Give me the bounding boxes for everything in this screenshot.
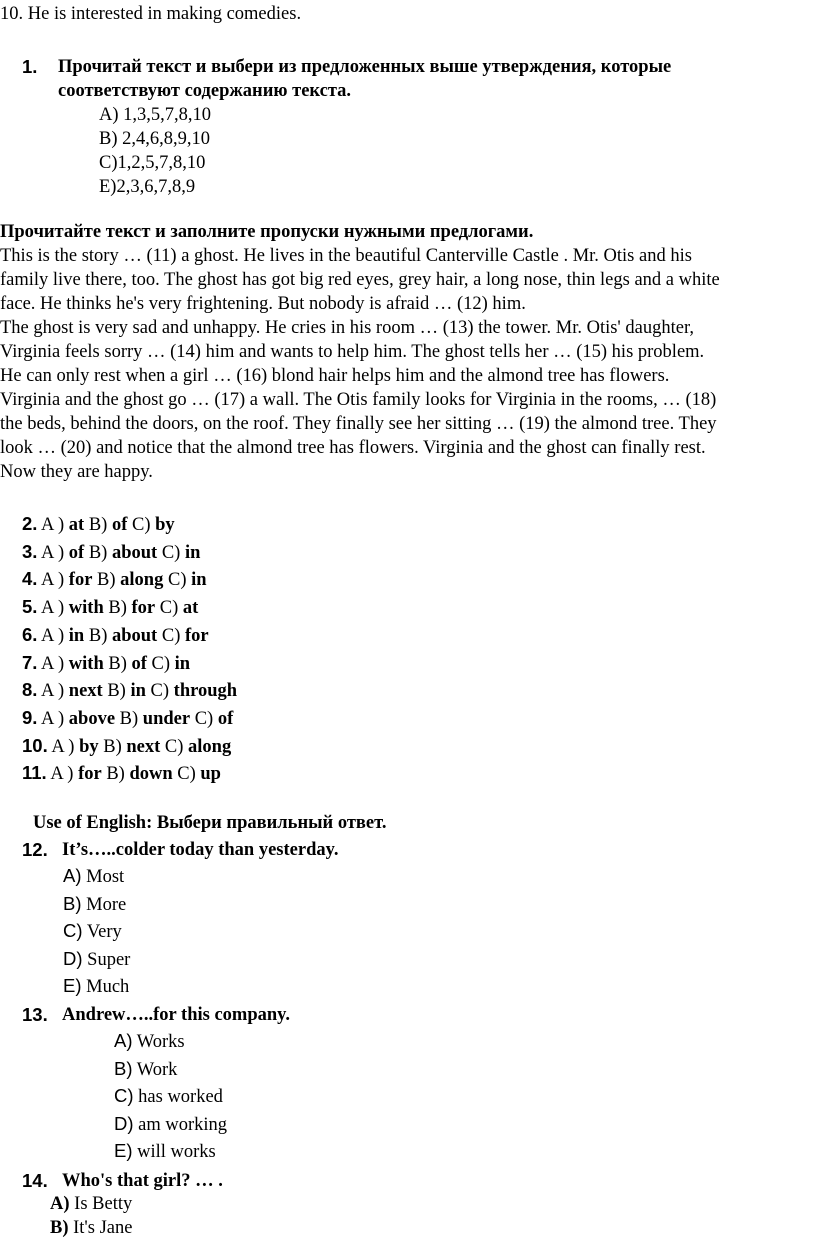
use-of-english-heading: Use of English: Выбери правильный ответ. [33,813,387,833]
preposition-question-row [22,706,233,731]
option-c-letter: C) [161,542,181,563]
question-14-text: Who's that girl? … . [62,1171,223,1191]
option-b-text: down [129,764,173,785]
option-b-letter: B) [119,708,139,729]
task-1-instruction-line2: соответствуют содержанию текста. [58,81,352,101]
option-letter: E) [63,975,82,996]
option-c-letter: C) [132,515,151,535]
question-number: 11. [22,762,47,784]
option-letter: A) [114,1030,133,1051]
q13-option [114,1139,216,1164]
option-letter: B) [114,1057,133,1079]
question-14-number: 14. [22,1170,48,1191]
option-c-letter: C) [167,570,187,591]
option-a-text: above [68,708,116,729]
question-12-text: It’s…..colder today than yesterday. [62,840,339,860]
option-a-letter: A ) [41,625,65,646]
q12-option [63,892,126,917]
option-text: Super [87,949,131,970]
option-letter: B) [63,892,82,914]
option-c-letter: C) [150,681,170,702]
q12-option [63,864,124,889]
option-text: Works [136,1032,185,1052]
question-number: 10. [22,734,48,756]
option-b-text: about [111,625,158,646]
q12-option [63,947,130,972]
option-letter: E) [114,1140,133,1161]
q13-option [114,1112,227,1137]
option-a-letter: A ) [51,736,75,757]
task-1-option-b: B) 2,4,6,8,9,10 [99,129,210,149]
option-b-text: next [126,736,161,757]
cloze-text-line: He can only rest when a girl … (16) blond hair helps him and the almond tree has flowers. [0,366,670,386]
cloze-text-line: Now they are happy. [0,462,153,482]
option-b-text: under [142,708,191,729]
question-number: 4. [22,568,38,590]
option-b-letter: B) [103,736,122,757]
option-b-text: about [111,542,158,563]
preposition-question-row [22,512,175,537]
option-a-text: for [78,764,102,785]
cloze-text-line: family live there, too. The ghost has got big red eyes, grey hair, a long nose, thin legs and a white [0,270,720,290]
option-c-letter: C) [194,708,214,729]
item-10-statement: 10. He is interested in making comedies. [0,4,302,24]
option-letter: A) [63,865,82,886]
option-c-text: in [191,570,207,591]
question-number: 8. [22,679,38,701]
q12-option [63,919,122,944]
preposition-question-row [22,678,237,703]
option-a-text: with [68,653,104,674]
option-b-text: of [111,515,128,535]
preposition-question-row [22,595,198,620]
option-letter: D) [63,947,83,969]
cloze-text-line: the beds, behind the doors, on the roof. They finally see her sitting … (19) the almond tree. They [0,414,717,434]
option-b-letter: B) [88,515,108,535]
option-a-letter: A ) [41,515,65,535]
option-a-text: next [68,681,103,702]
option-b-letter: B) [108,598,127,619]
question-14-option [50,1192,132,1216]
option-text: has worked [138,1087,223,1107]
question-number: 7. [22,651,38,673]
cloze-heading: Прочитайте текст и заполните пропуски нужными предлогами. [0,222,534,242]
option-a-text: of [68,542,85,563]
option-b-letter: B) [88,542,108,563]
option-a-text: for [68,570,93,591]
option-b-text: of [131,653,147,674]
question-number: 2. [22,513,38,534]
preposition-question-row [22,540,200,565]
option-a-letter: A ) [41,681,65,702]
option-a-text: with [68,598,104,619]
cloze-text-line: This is the story … (11) a ghost. He lives in the beautiful Canterville Castle . Mr. Otis and his [0,246,692,266]
option-b-text: for [131,598,156,619]
option-c-letter: C) [161,625,181,646]
option-a-text: in [68,625,85,646]
question-13-text: Andrew…..for this company. [62,1005,291,1025]
option-text: am working [138,1114,228,1135]
option-a-letter: A ) [41,570,65,591]
cloze-text-line: Virginia feels sorry … (14) him and wants to help him. The ghost tells her … (15) his problem. [0,342,705,362]
q12-option [63,974,129,999]
preposition-question-row [22,567,207,592]
option-c-text: at [182,598,199,619]
option-a-letter: A ) [41,598,65,619]
preposition-question-row [22,761,221,786]
option-text: Is Betty [74,1194,133,1214]
option-letter: B) [50,1218,69,1238]
task-1-instruction-line1: Прочитай текст и выбери из предложенных выше утверждения, которые [58,57,672,77]
task-1-option-e: E)2,3,6,7,8,9 [99,177,196,197]
cloze-text-line: face. He thinks he's very frightening. But nobody is afraid … (12) him. [0,294,526,314]
question-number: 9. [22,706,38,728]
option-c-text: along [188,736,232,757]
task-1-option-a: A) 1,3,5,7,8,10 [99,105,212,125]
option-b-letter: B) [97,570,116,591]
q13-option [114,1029,185,1054]
option-text: Much [86,977,130,997]
question-14-option [50,1216,132,1240]
question-number: 6. [22,623,38,645]
question-number: 5. [22,596,38,618]
option-c-letter: C) [164,736,184,757]
option-b-text: in [130,681,146,702]
option-c-text: by [155,515,175,535]
option-text: Very [86,922,122,942]
option-b-letter: B) [106,764,125,785]
option-a-letter: A ) [50,764,74,785]
cloze-text-line: The ghost is very sad and unhappy. He cries in his room … (13) the tower. Mr. Otis' daughter, [0,318,694,338]
question-13-number: 13. [22,1004,48,1025]
option-a-letter: A ) [41,708,65,729]
q13-option [114,1057,177,1082]
preposition-question-row [22,651,190,676]
option-c-text: for [184,625,209,646]
option-b-letter: B) [88,625,108,646]
option-letter: D) [114,1112,134,1134]
option-text: More [86,894,127,915]
question-12-number: 12. [22,839,48,860]
cloze-text-line: Virginia and the ghost go … (17) a wall. The Otis family looks for Virginia in the rooms, … (18) [0,390,717,410]
option-c-letter: C) [159,598,179,619]
preposition-question-row [22,734,231,759]
option-a-text: by [79,736,99,757]
option-text: Most [86,867,125,887]
preposition-question-row [22,623,209,648]
option-a-letter: A ) [41,653,65,674]
option-c-text: in [184,542,201,563]
option-letter: A) [50,1194,70,1214]
option-b-text: along [120,570,164,591]
option-c-letter: C) [177,764,196,785]
option-text: Work [136,1059,178,1080]
option-a-letter: A ) [41,542,65,563]
task-1-option-c: C)1,2,5,7,8,10 [99,153,206,173]
task-1-number: 1. [22,56,38,77]
option-text: It's Jane [73,1218,133,1238]
question-number: 3. [22,540,38,562]
option-b-letter: B) [108,653,127,674]
option-b-letter: B) [107,681,126,702]
option-c-text: of [217,708,234,729]
option-text: will works [137,1142,216,1162]
option-letter: C) [63,920,83,941]
q13-option [114,1084,223,1109]
option-c-text: up [200,764,221,785]
option-c-letter: C) [151,653,171,674]
option-letter: C) [114,1085,134,1106]
option-a-text: at [68,515,85,535]
option-c-text: through [173,681,238,702]
cloze-text-line: look … (20) and notice that the almond tree has flowers. Virginia and the ghost can finally rest. [0,438,706,458]
option-c-text: in [174,653,191,674]
